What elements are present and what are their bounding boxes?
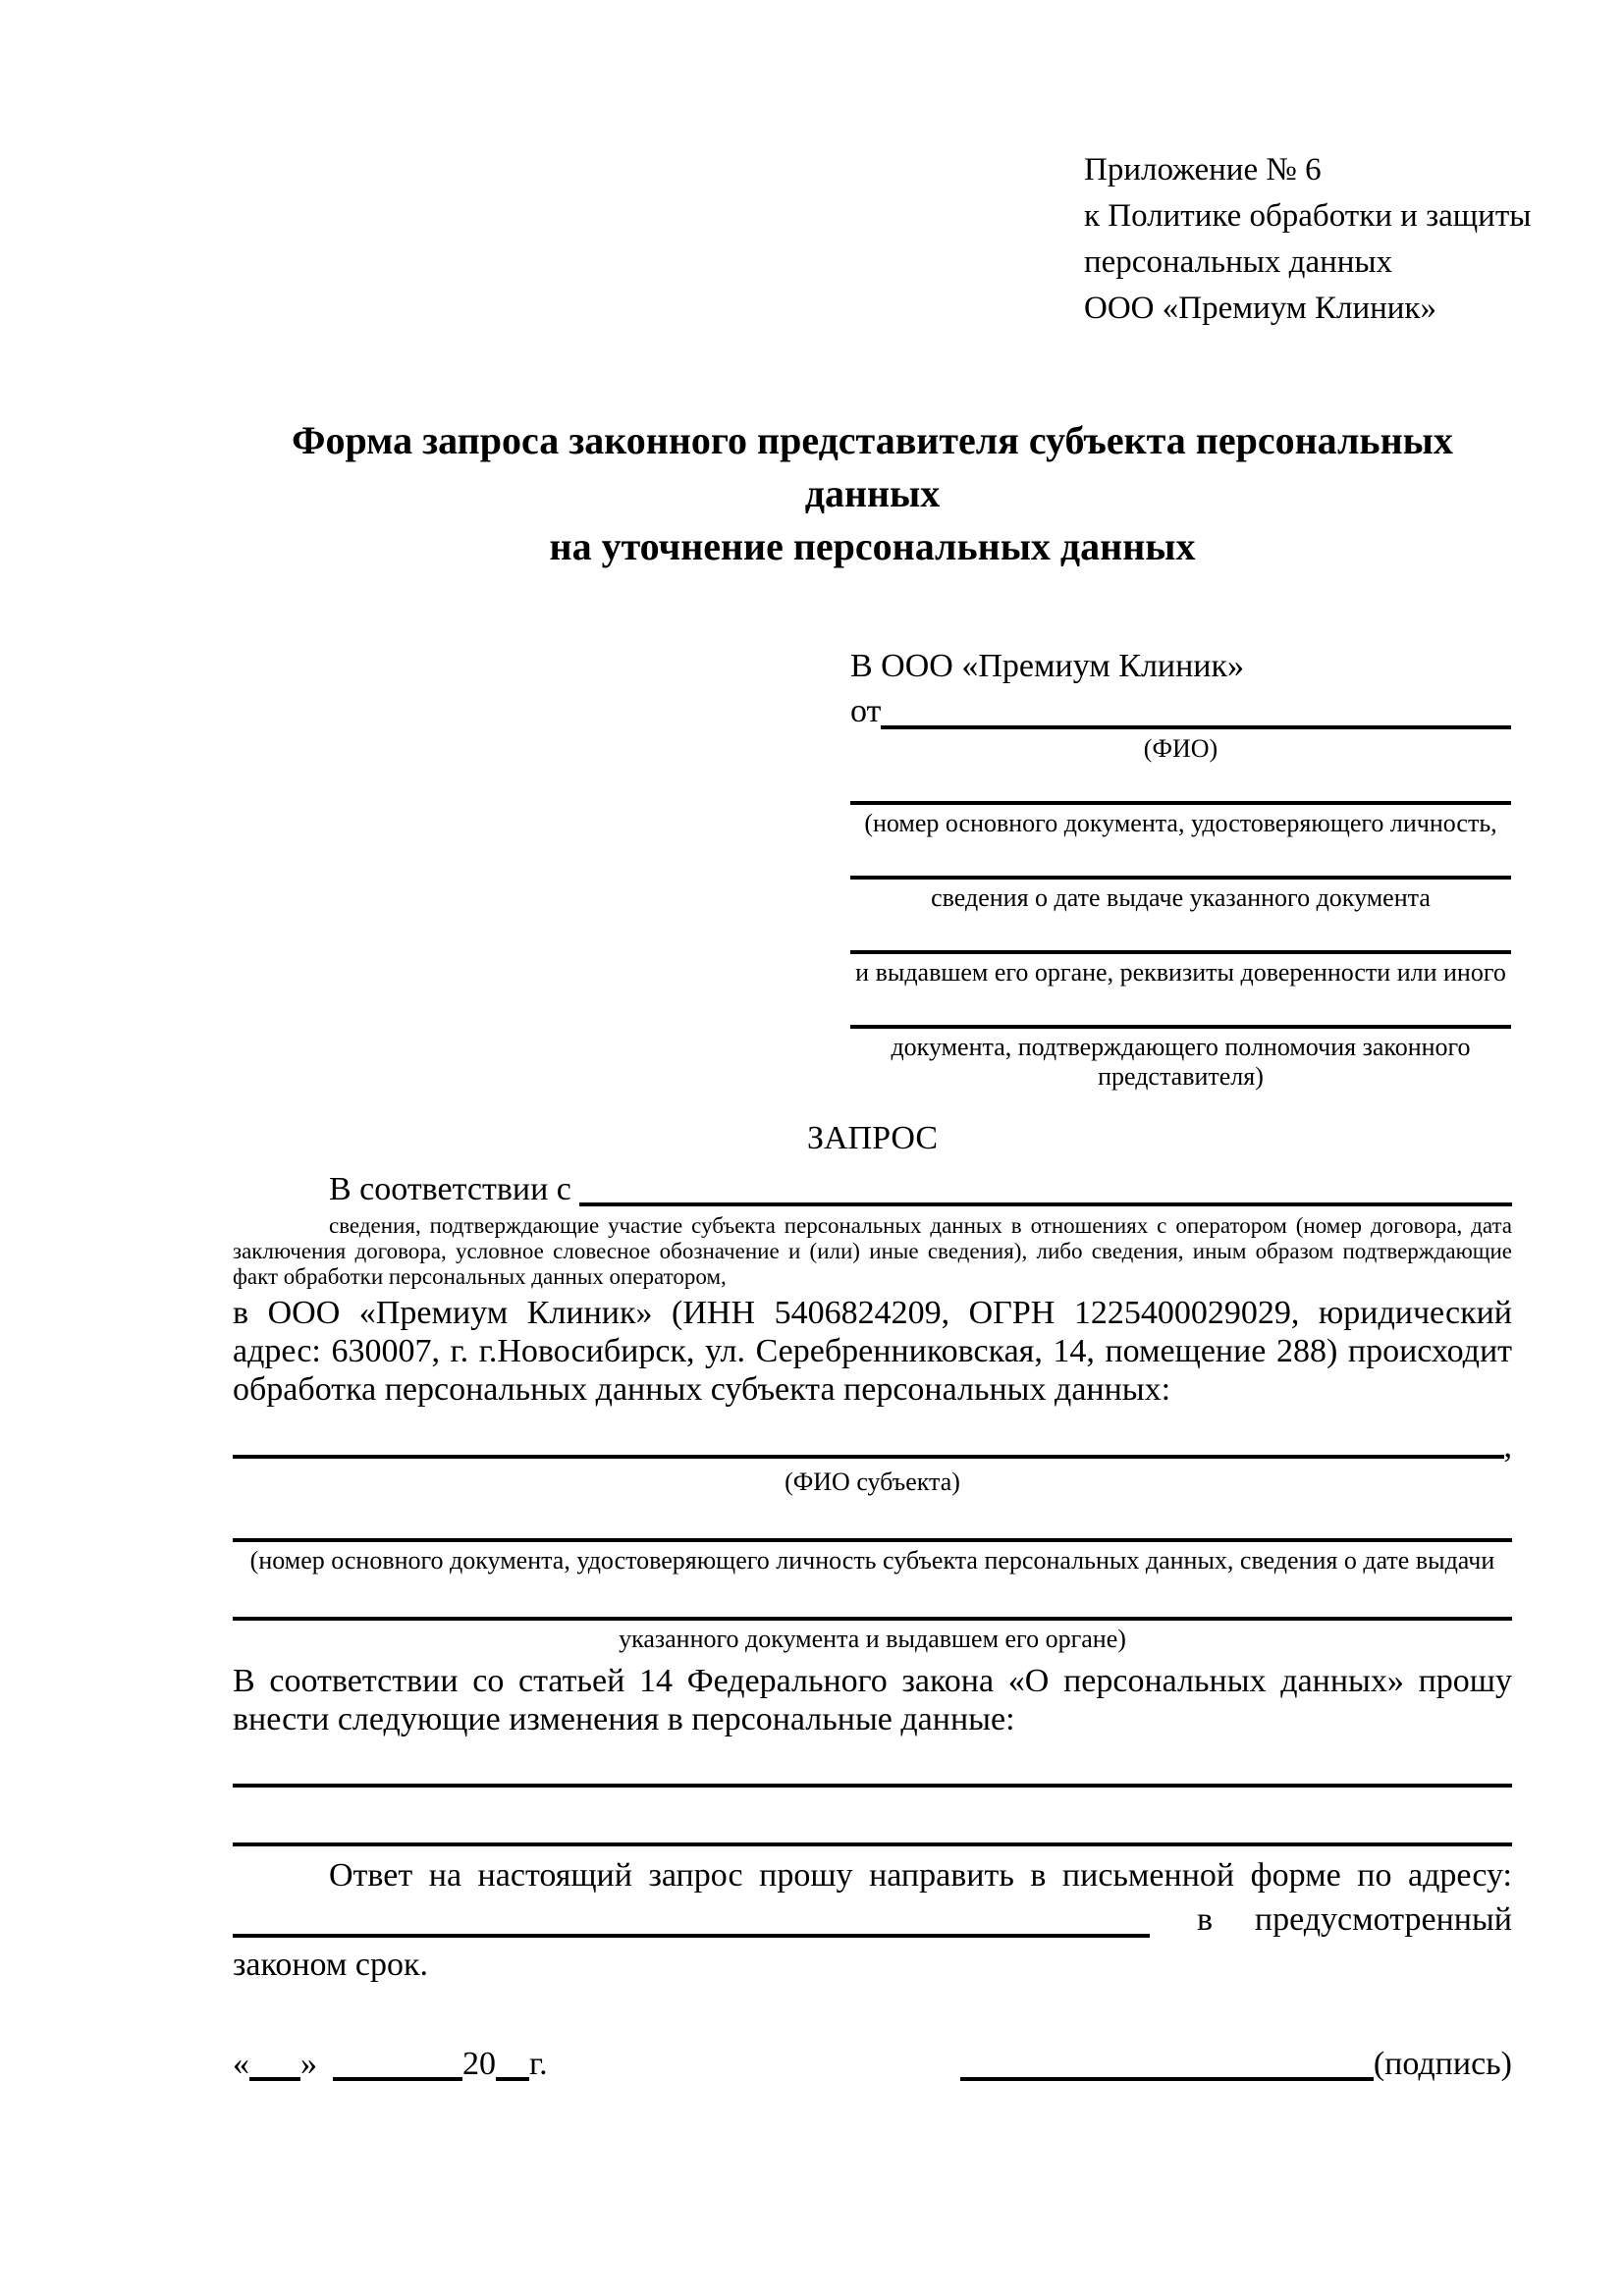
changes-blank-line[interactable] (233, 1784, 1512, 1788)
appendix-line: персональных данных (1084, 244, 1393, 280)
date-year-prefix: 20 (462, 2046, 496, 2082)
doc-power-blank-line[interactable] (850, 1025, 1511, 1029)
date-year-blank-line[interactable] (496, 2077, 529, 2081)
subject-fio-caption: (ФИО субъекта) (785, 1468, 960, 1496)
subject-fio-comma: , (1503, 1428, 1512, 1465)
date-quote-open: « (233, 2046, 249, 2082)
from-label: от (850, 693, 882, 729)
according-row (233, 1168, 1512, 1211)
reply-tail-word: предусмотренный (1254, 1901, 1512, 1938)
signature-group (960, 2043, 1512, 2086)
doc-blank-row (850, 950, 1511, 988)
appendix-line: к Политике обработки и защиты (1084, 198, 1532, 234)
date-day-blank-line[interactable] (249, 2077, 300, 2081)
according-blank-line[interactable] (579, 1202, 1512, 1206)
subject-doc-caption: указанного документа и выдавшем его органе) (619, 1625, 1126, 1653)
according-label: В соответствии с (329, 1171, 571, 1207)
doc-blank-row (850, 1025, 1511, 1092)
form-title (233, 414, 1512, 573)
appendix-line: ООО «Премиум Клиник» (1084, 291, 1436, 326)
request-heading: ЗАПРОС (806, 1120, 939, 1156)
operator-paragraph: в ООО «Премиум Клиник» (ИНН 5406824209, ОГРН 1225400029029, юридический адрес: 630007, г. г.Новосибирск, ул. Серебренниковская, 14, помещение 288) происходит обработка персональных данных субъекта персональных данных: (233, 1295, 1512, 1408)
date-signature-row (233, 2043, 1512, 2086)
doc-authority-blank-line[interactable] (850, 950, 1511, 954)
subject-doc-row (233, 1538, 1512, 1575)
date-group (233, 2043, 548, 2086)
doc-blank-row (850, 801, 1511, 838)
reply-address-blank-line[interactable] (233, 1934, 1150, 1938)
form-title-line: Форма запроса законного представителя субъекта персональных данных (292, 418, 1453, 515)
signature-blank-line[interactable] (960, 2077, 1374, 2081)
fio-caption: (ФИО) (1143, 734, 1218, 763)
changes-blank-line[interactable] (233, 1842, 1512, 1846)
reply-address-row (233, 1897, 1512, 1943)
date-month-blank-line[interactable] (333, 2077, 462, 2081)
doc-blank-row (850, 876, 1511, 913)
doc-issue-date-blank-line[interactable] (850, 876, 1511, 880)
fio-blank-line[interactable] (881, 725, 1511, 729)
subject-fio-row (233, 1430, 1512, 1464)
from-row (850, 689, 1511, 734)
subject-doc-row (233, 1617, 1512, 1654)
addressee-block (850, 644, 1511, 1092)
subject-doc-authority-blank-line[interactable] (233, 1617, 1512, 1621)
reply-in-word: в (1197, 1901, 1214, 1938)
doc-blank-caption: и выдавшем его органе, реквизиты доверенности или иного (855, 958, 1506, 987)
doc-blank-caption: сведения о дате выдаче указанного документа (931, 883, 1431, 912)
according-note: сведения, подтверждающие участие субъекта персональных данных в отношениях с оператором (номер договора, дата заключения договора, условное словесное обозначение и (или) иные сведения), либо сведения, иным образом подтверждающие факт обработки персональных данных оператором, (233, 1213, 1512, 1289)
signature-caption: (подпись) (1373, 2046, 1512, 2082)
law-paragraph: В соответствии со статьей 14 Федерального закона «О персональных данных» прошу внести следующие изменения в персональные данные: (233, 1663, 1512, 1737)
date-year-suffix: г. (529, 2046, 548, 2082)
reply-paragraph: Ответ на настоящий запрос прошу направить в письменной форме по адресу: (329, 1857, 1512, 1894)
doc-blank-caption: (номер основного документа, удостоверяющего личность, (864, 809, 1497, 837)
appendix-line: Приложение № 6 (1084, 152, 1322, 187)
doc-number-blank-line[interactable] (850, 801, 1511, 805)
date-quote-close: » (300, 2046, 317, 2082)
addressee-org: В ООО «Премиум Клиник» (850, 648, 1245, 684)
form-title-line: на уточнение персональных данных (549, 524, 1196, 568)
subject-fio-blank-line[interactable] (233, 1455, 1504, 1459)
subject-doc-blank-line[interactable] (233, 1538, 1512, 1542)
doc-blank-caption: документа, подтверждающего полномочия законного представителя) (891, 1033, 1471, 1091)
reply-end-line: законом срок. (233, 1947, 428, 1983)
subject-doc-caption: (номер основного документа, удостоверяющего личность субъекта персональных данных, сведения о дате выдачи (249, 1546, 1495, 1575)
appendix-block (1084, 147, 1532, 332)
